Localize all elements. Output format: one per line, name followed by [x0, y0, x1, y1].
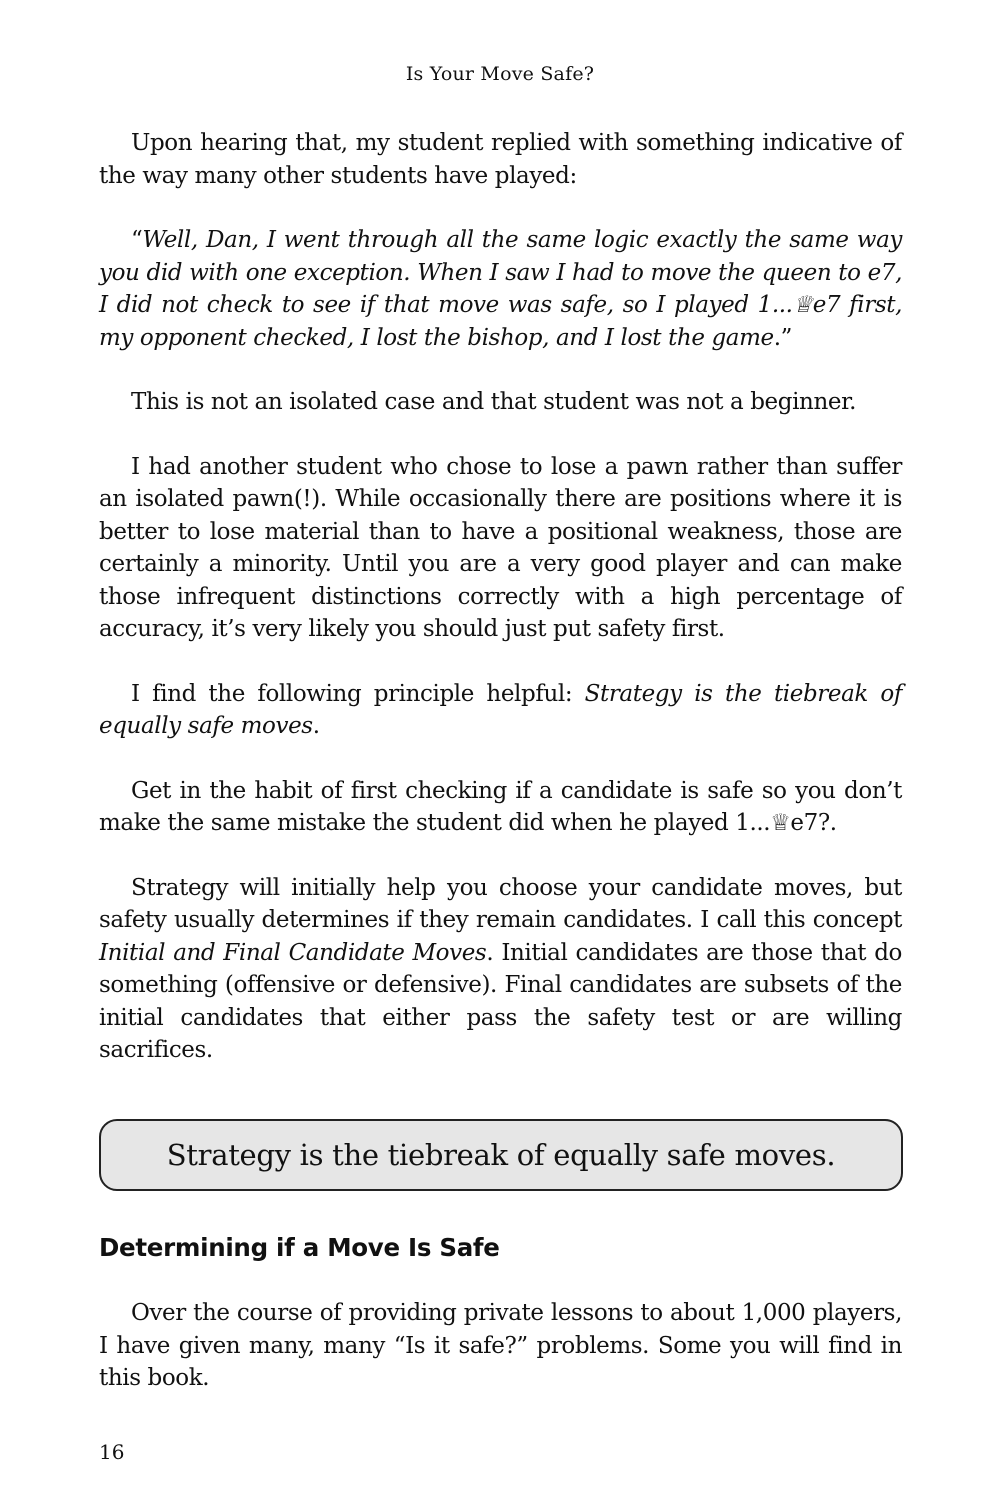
section-heading: Determining if a Move Is Safe [99, 1233, 500, 1262]
body-text-block-lower [99, 1297, 902, 1395]
body-text-block [99, 127, 902, 1067]
principle-lead: I find the following principle helpful: [131, 680, 585, 707]
paragraph-candidate-moves [99, 872, 902, 1067]
paragraph-isolated-pawn: I had another student who chose to lose a pawn rather than suffer an isolated pawn(!). While occasionally there are positions where it is better to lose material than to have a positional weakness, those are certainly a minority. Until you are a very good player and can make those infrequent distinctions correctly with a high percentage of accuracy, it’s very likely you should just put safety first. [99, 453, 902, 642]
running-head: Is Your Move Safe? [405, 63, 595, 85]
principle-end: . [312, 713, 320, 739]
paragraph-principle [99, 678, 902, 743]
candidate-italic: Initial and Final Candidate Moves [99, 939, 487, 966]
close-quote: .” [773, 324, 792, 351]
paragraph-student-reply: Upon hearing that, my student replied with something indicative of the way many other students have played: [99, 130, 902, 189]
paragraph-private-lessons: Over the course of providing private lessons to about 1,000 players, I have given many, many “Is it safe?” problems. Some you will find in this book. [99, 1300, 902, 1391]
candidate-rest: . Initial candidates are those that do something (offensive or defensive). Final candidates are subsets of the initial candidates that either pass the safety test or are willing sacrifices. [99, 939, 902, 1063]
candidate-lead: Strategy will initially help you choose your candidate moves, but safety usually determines if they remain candidates. I call this concept [99, 874, 902, 933]
student-quote-italic: Well, Dan, I went through all the same logic exactly the same way you did with one exception. When I saw I had to move the queen to e7, I did not check to see if that move was safe, so I played 1...♕e7 first, my opponent checked, I lost the bishop, and I lost the game [99, 227, 902, 351]
open-quote: “ [131, 227, 143, 253]
paragraph-student-quote [99, 224, 902, 354]
principle-italic: Strategy is the tiebreak of equally safe moves [99, 680, 902, 739]
paragraph-isolated-case: This is not an isolated case and that student was not a beginner. [131, 389, 857, 415]
principle-callout-box: Strategy is the tiebreak of equally safe moves. [99, 1119, 903, 1191]
page-number: 16 [99, 1440, 125, 1464]
paragraph-habit: Get in the habit of first checking if a candidate is safe so you don’t make the same mistake the student did when he played 1...♕e7?. [99, 777, 902, 836]
